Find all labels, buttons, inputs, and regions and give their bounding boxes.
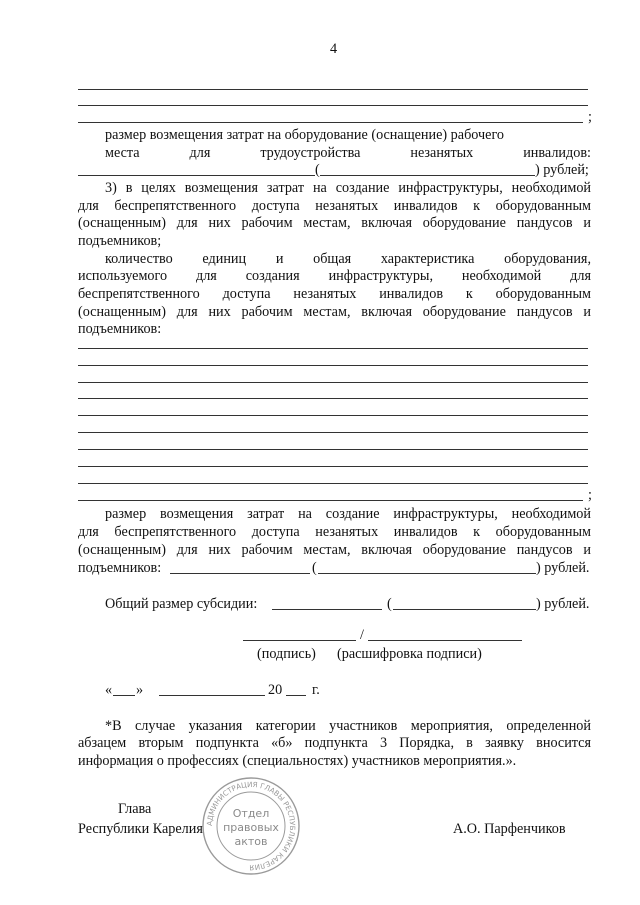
- signature-decode-caption: (расшифровка подписи): [337, 646, 482, 662]
- date-open-quote: «: [105, 682, 113, 698]
- date-year-blank: [286, 695, 306, 696]
- item3-line-3: (оснащенным) для них рабочим местам, включая оборудование пандусов и: [78, 215, 591, 231]
- quantity-line-3: беспрепятственного доступа незанятых инвалидов к оборудованным: [78, 286, 591, 302]
- infra-cost-line-1: размер возмещения затрат на создание инфраструктуры, необходимой: [105, 506, 591, 522]
- blank-line: [78, 382, 588, 383]
- equip-cost-line-2: [105, 144, 591, 162]
- blank-line: [78, 415, 588, 416]
- signature-blank: [243, 640, 356, 641]
- word: для: [189, 145, 211, 161]
- note-line-2: абзацем вторым подпункта «б» подпункта 3 Порядка, в заявку вносится: [78, 735, 591, 751]
- quantity-line-4: (оснащенным) для них рабочим местам, включая оборудование пандусов и: [78, 304, 591, 320]
- quantity-line-1: количество единиц и общая характеристика оборудования,: [105, 251, 591, 267]
- word: трудоустройства: [260, 145, 361, 161]
- infra-cost-line-2: для беспрепятственного доступа незанятых инвалидов к оборудованным: [78, 524, 591, 540]
- date-day-blank: [113, 695, 135, 696]
- head-name: А.О. Парфенчиков: [453, 821, 566, 837]
- infra-open-paren: (: [312, 560, 317, 576]
- infra-amount-words-blank: [318, 573, 536, 574]
- total-open-paren: (: [387, 596, 392, 612]
- note-line-3: информация о профессиях (специальностях) участников мероприятия.».: [78, 753, 517, 769]
- stamp-line-1: Отдел: [232, 807, 270, 820]
- date-suffix: г.: [312, 682, 320, 698]
- signature-slash: /: [360, 627, 364, 643]
- blank-line: [78, 365, 588, 366]
- equip-close: ) рублей;: [535, 162, 589, 178]
- word: места: [105, 145, 140, 161]
- date-close-quote: »: [136, 682, 144, 698]
- quantity-line-2: используемого для создания инфраструктуры, необходимой для: [78, 268, 591, 284]
- blank-line: [78, 89, 588, 90]
- signature-decode-blank: [368, 640, 522, 641]
- blank-line: [78, 105, 588, 106]
- signature-caption: (подпись): [257, 646, 316, 662]
- date-year-prefix: 20: [268, 682, 283, 698]
- total-close: ) рублей.: [536, 596, 590, 612]
- infra-amount-blank: [170, 573, 310, 574]
- stamp-ring-text: АДМИНИСТРАЦИЯ ГЛАВЫ РЕСПУБЛИКИ КАРЕЛИЯ: [204, 779, 298, 873]
- blank-line: [78, 432, 588, 433]
- page-number: 4: [330, 41, 338, 57]
- note-line-1: *В случае указания категории участников мероприятия, определенной: [105, 718, 591, 734]
- blank-line: [78, 449, 588, 450]
- item3-line-2: для беспрепятственного доступа незанятых инвалидов к оборудованным: [78, 198, 591, 214]
- blank-line: [78, 122, 583, 123]
- blank-line: [78, 398, 588, 399]
- date-month-blank: [159, 695, 265, 696]
- quantity-line-5: подъемников:: [78, 321, 162, 337]
- head-region: Республики Карелия: [78, 821, 203, 837]
- word: незанятых: [410, 145, 474, 161]
- equip-amount-blank: [78, 175, 315, 176]
- equip-amount-words-blank: [320, 175, 535, 176]
- infra-close: ) рублей.: [536, 560, 590, 576]
- item3-line-1: 3) в целях возмещения затрат на создание инфраструктуры, необходимой: [105, 180, 591, 196]
- blank-line: [78, 348, 588, 349]
- blank-line: [78, 500, 583, 501]
- blank-line: [78, 483, 588, 484]
- total-amount-words-blank: [393, 609, 536, 610]
- total-label: Общий размер субсидии:: [105, 596, 258, 612]
- total-amount-blank: [272, 609, 382, 610]
- equip-open-paren: (: [315, 162, 320, 178]
- item3-line-4: подъемников;: [78, 233, 162, 249]
- infra-semicolon: ;: [588, 487, 592, 503]
- equip-cost-line-1: размер возмещения затрат на оборудование (оснащение) рабочего: [105, 127, 505, 143]
- stamp-line-2: правовых: [223, 821, 279, 834]
- blank-line: [78, 466, 588, 467]
- infra-cost-line-3: (оснащенным) для них рабочим местам, включая оборудование пандусов и: [78, 542, 591, 558]
- head-title: Глава: [118, 801, 152, 817]
- stamp-line-3: актов: [234, 835, 268, 848]
- department-stamp: [201, 776, 301, 876]
- word: инвалидов:: [523, 145, 591, 161]
- intro-semicolon: ;: [588, 109, 592, 125]
- infra-cost-label: подъемников:: [78, 560, 162, 576]
